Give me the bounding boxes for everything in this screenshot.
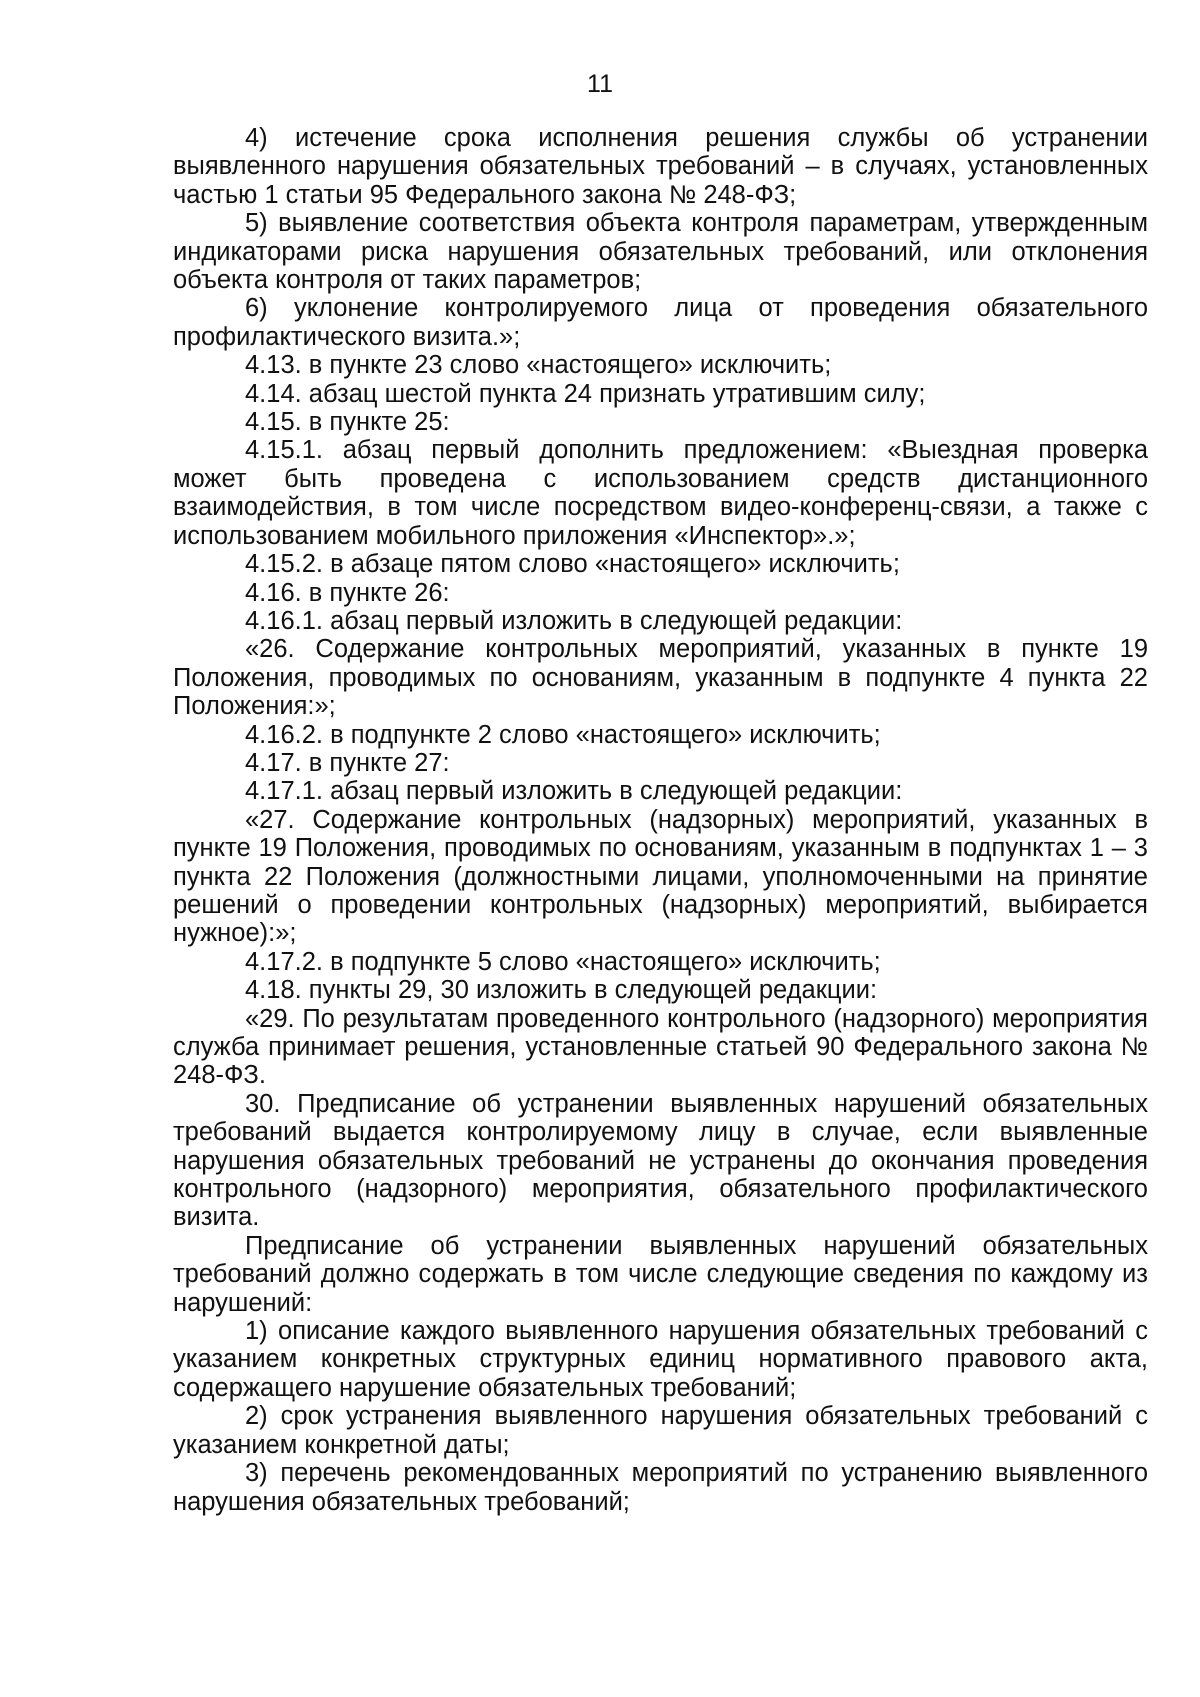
- paragraph: «26. Содержание контрольных мероприятий, указанных в пункте 19 Положения, проводимых по основаниям, указанным в подпункте 4 пункта 22 Положения:»;: [173, 635, 1148, 721]
- paragraph: 4.17.2. в подпункте 5 слово «настоящего» исключить;: [245, 947, 881, 976]
- paragraph: 3) перечень рекомендованных мероприятий по устранению выявленного нарушения обязательных требований;: [173, 1459, 1148, 1516]
- paragraph: 4.13. в пункте 23 слово «настоящего» исключить;: [245, 351, 832, 380]
- page-number: 11: [587, 70, 613, 98]
- paragraph: «29. По результатам проведенного контрольного (надзорного) мероприятия служба принимает решения, установленные статьей 90 Федерального закона № 248-ФЗ.: [173, 1004, 1148, 1090]
- paragraph: 4.16. в пункте 26:: [245, 578, 450, 607]
- paragraph: 4.15.2. в абзаце пятом слово «настоящего» исключить;: [245, 550, 900, 579]
- paragraph: 4.17.1. абзац первый изложить в следующей редакции:: [245, 777, 903, 806]
- paragraph: 4.14. абзац шестой пункта 24 признать утратившим силу;: [245, 379, 926, 408]
- paragraph: 4) истечение срока исполнения решения службы об устранении выявленного нарушения обязательных требований – в случаях, установленных частью 1 статьи 95 Федерального закона № 248-ФЗ;: [173, 124, 1148, 209]
- paragraph: «27. Содержание контрольных (надзорных) мероприятий, указанных в пункте 19 Положения, проводимых по основаниям, указанным в подпунктах 1 – 3 пункта 22 Положения (должностными лицами, уполномоченными на принятие решений о проведении контрольных (надзорных) мероприятий, выбирается нужное):»;: [173, 805, 1148, 948]
- paragraph: 2) срок устранения выявленного нарушения обязательных требований с указанием конкретной даты;: [173, 1402, 1148, 1459]
- paragraph: 4.16.2. в подпункте 2 слово «настоящего» исключить;: [245, 720, 881, 749]
- paragraph: 6) уклонение контролируемого лица от проведения обязательного профилактического визита.»;: [173, 294, 1148, 351]
- paragraph: 5) выявление соответствия объекта контроля параметрам, утвержденным индикаторами риска нарушения обязательных требований, или отклонения объекта контроля от таких параметров;: [173, 209, 1148, 295]
- paragraph: 4.18. пункты 29, 30 изложить в следующей редакции:: [245, 976, 878, 1005]
- paragraph: 30. Предписание об устранении выявленных нарушений обязательных требований выдается контролируемому лицу в случае, если выявленные нарушения обязательных требований не устранены до окончания проведения контрольного (надзорного) мероприятия, обязательного профилактического визита.: [173, 1089, 1148, 1232]
- paragraph: Предписание об устранении выявленных нарушений обязательных требований должно содержать в том числе следующие сведения по каждому из нарушений:: [173, 1231, 1148, 1317]
- paragraph: 4.17. в пункте 27:: [245, 748, 450, 777]
- paragraph: 1) описание каждого выявленного нарушения обязательных требований с указанием конкретных структурных единиц нормативного правового акта, содержащего нарушение обязательных требований;: [173, 1317, 1148, 1402]
- paragraph: 4.15. в пункте 25:: [245, 408, 450, 437]
- paragraph: 4.15.1. абзац первый дополнить предложением: «Выездная проверка может быть проведена с использованием средств дистанционного взаимодействия, в том числе посредством видео-конференц-связи, а также с использованием мобильного приложения «Инспектор».»;: [173, 436, 1148, 550]
- document-body: [173, 124, 1148, 1516]
- paragraph: 4.16.1. абзац первый изложить в следующей редакции:: [245, 606, 903, 635]
